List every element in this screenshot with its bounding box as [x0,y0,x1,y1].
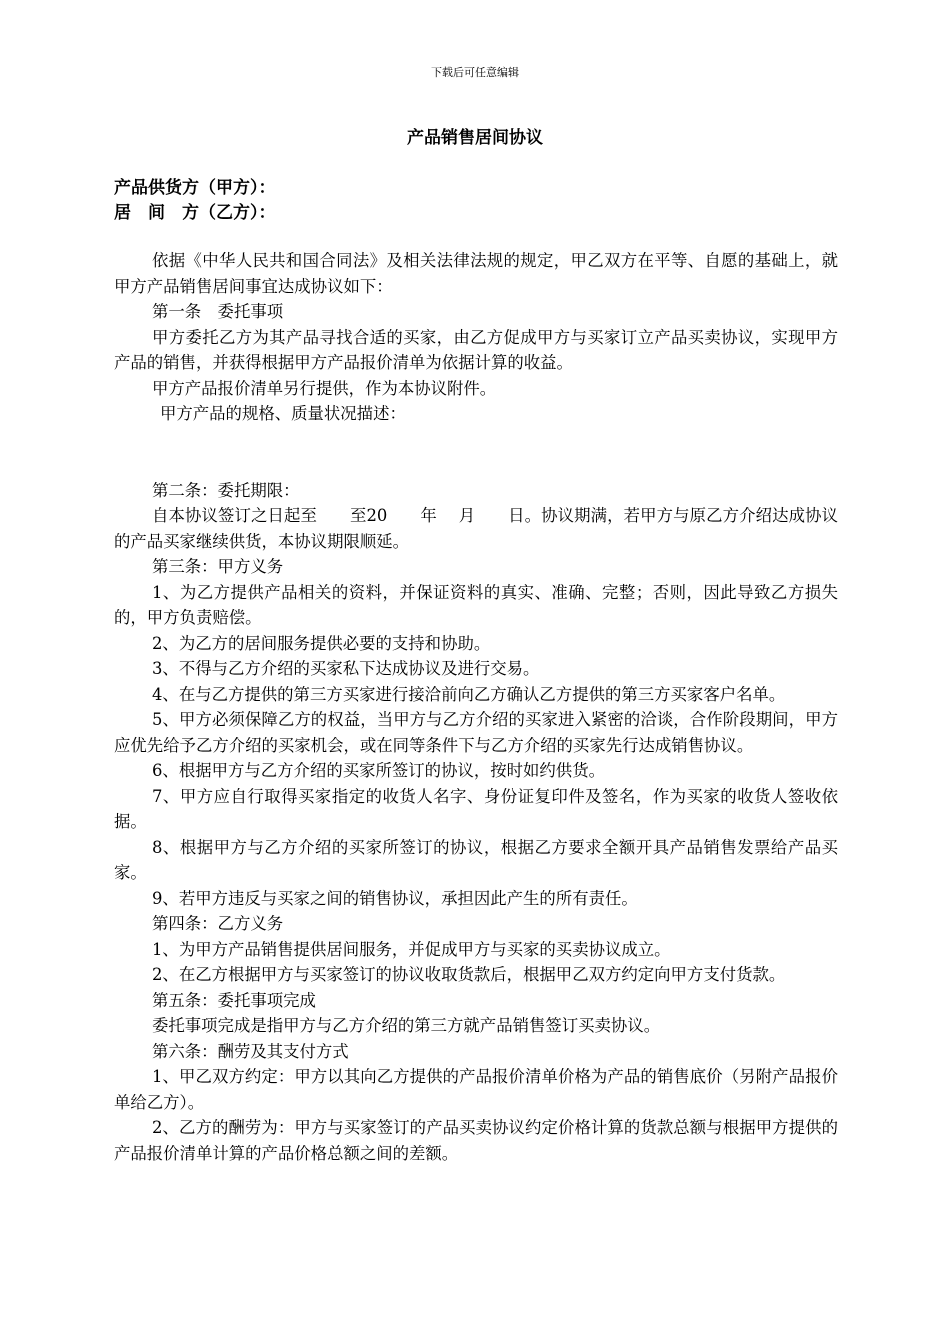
article-3-clause: 4、在与乙方提供的第三方买家进行接洽前向乙方确认乙方提供的第三方买家客户名单。 [152,684,786,704]
article-6-heading: 第六条：酬劳及其支付方式 [152,1041,349,1061]
document-title: 产品销售居间协议 [407,128,543,148]
article-5-heading: 第五条：委托事项完成 [152,990,316,1010]
parties-block [114,176,844,226]
article-3-clause: 1、为乙方提供产品相关的资料，并保证资料的真实、准确、完整；否则，因此导致乙方损失的，甲方负责赔偿。 [114,582,838,627]
page-header-note: 下载后可任意编辑 [431,66,519,79]
article-3-clause: 3、不得与乙方介绍的买家私下达成协议及进行交易。 [152,659,540,678]
article-3-clause: 2、为乙方的居间服务提供必要的支持和协助。 [152,633,491,653]
article-3-heading: 第三条：甲方义务 [152,557,284,576]
party-seller-label: 产品供货方（甲方）： [114,178,276,198]
preamble-paragraph: 依据《中华人民共和国合同法》及相关法律法规的规定，甲乙双方在平等、自愿的基础上，就甲方产品销售居间事宜达成协议如下： [114,251,838,296]
article-6-clause: 2、乙方的酬劳为：甲方与买家签订的产品买卖协议约定价格计算的货款总额与根据甲方提供的产品报价清单计算的产品价格总额之间的差额。 [114,1118,838,1163]
article-2-clause: 自本协议签订之日起至 至20 年 月 日。协议期满，若甲方与原乙方介绍达成协议的产品买家继续供货，本协议期限顺延。 [114,506,838,551]
article-2-heading: 第二条：委托期限： [152,480,300,500]
article-6-clause: 1、甲乙双方约定：甲方以其向乙方提供的产品报价清单价格为产品的销售底价（另附产品报价单给乙方）。 [114,1067,838,1112]
article-3-clause: 7、甲方应自行取得买家指定的收货人名字、身份证复印件及签名，作为买家的收货人签收依据。 [114,786,838,831]
article-3-clause: 8、根据甲方与乙方介绍的买家所签订的协议，根据乙方要求全额开具产品销售发票给产品买家。 [114,837,838,882]
party-broker-label: 居 间 方（乙方）： [114,203,276,223]
article-3-clause: 6、根据甲方与乙方介绍的买家所签订的协议，按时如约供货。 [152,761,605,780]
agreement-body [114,248,838,1166]
article-3-clause: 5、甲方必须保障乙方的权益，当甲方与乙方介绍的买家进入紧密的洽谈，合作阶段期间，甲方应优先给予乙方介绍的买家机会，或在同等条件下与乙方介绍的买家先行达成销售协议。 [114,710,838,755]
article-1-heading: 第一条 委托事项 [152,302,284,321]
article-4-clause: 2、在乙方根据甲方与买家签订的协议收取货款后，根据甲乙双方约定向甲方支付货款。 [152,965,786,984]
article-1-clause: 甲方产品报价清单另行提供，作为本协议附件。 [152,378,497,398]
article-3-clause: 9、若甲方违反与买家之间的销售协议，承担因此产生的所有责任。 [152,888,638,908]
article-4-clause: 1、为甲方产品销售提供居间服务，并促成甲方与买家的买卖协议成立。 [152,939,671,959]
blank-spacer [114,427,838,478]
article-5-clause: 委托事项完成是指甲方与乙方介绍的第三方就产品销售签订买卖协议。 [152,1016,661,1035]
article-1-clause: 甲方产品的规格、质量状况描述： [160,404,406,423]
article-4-heading: 第四条：乙方义务 [152,914,284,933]
article-1-clause: 甲方委托乙方为其产品寻找合适的买家，由乙方促成甲方与买家订立产品买卖协议，实现甲方产品的销售，并获得根据甲方产品报价清单为依据计算的收益。 [114,327,838,372]
